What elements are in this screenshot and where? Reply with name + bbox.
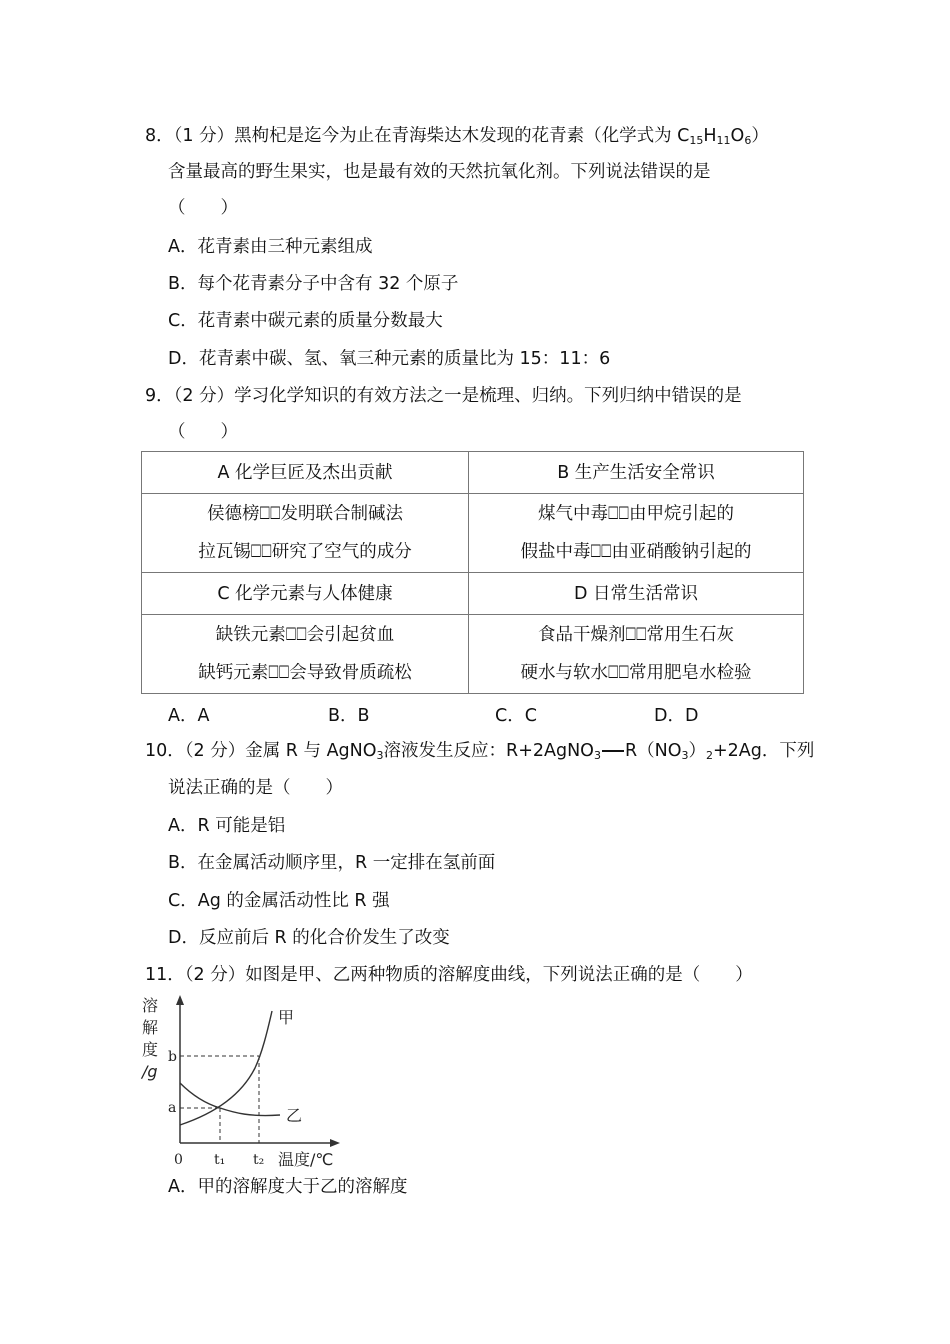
q11-score: （2 分）: [184, 965, 246, 985]
formula-sub: 3: [593, 749, 601, 762]
q8-stem-line1: [145, 124, 769, 148]
formula-sub: 3: [376, 749, 384, 762]
y-label-char: 度: [142, 1040, 159, 1059]
q8-answer-blank: （ ）: [168, 198, 238, 218]
q11-text: 如图是甲、乙两种物质的溶解度曲线，下列说法正确的是（ ）: [245, 965, 753, 985]
q8-text: ）: [751, 126, 769, 146]
q8-option-c[interactable]: C．花青素中碳元素的质量分数最大: [168, 311, 443, 331]
q8-text: H: [703, 126, 717, 146]
table-line: 假盐中毒⎕⎕由亚硝酸钠引起的: [520, 542, 752, 562]
x-axis-arrow: [330, 1139, 340, 1147]
q11-stem-line1: [145, 963, 753, 987]
formula-sub: 11: [716, 134, 731, 147]
q8-stem-line2: 含量最高的野生果实，也是最有效的天然抗氧化剂。下列说法错误的是: [168, 162, 711, 182]
solubility-curve-graph: [140, 993, 350, 1171]
q10-option-c[interactable]: C．Ag 的金属活动性比 R 强: [168, 891, 390, 911]
q9-choice-c[interactable]: C．C: [495, 706, 537, 726]
q9-choice-b[interactable]: B．B: [328, 706, 370, 726]
q9-knowledge-table: [141, 451, 804, 694]
reaction-equals-sign: [602, 750, 624, 752]
q11-option-a[interactable]: A．甲的溶解度大于乙的溶解度: [168, 1177, 408, 1197]
table-cell-b: [469, 494, 804, 573]
q10-text: R（NO: [624, 741, 682, 761]
table-line: 食品干燥剂⎕⎕常用生石灰: [538, 625, 734, 645]
q10-number: 10．: [145, 741, 185, 761]
t2-label: t₂: [253, 1152, 265, 1168]
formula-sub: 2: [705, 749, 713, 762]
table-head-a: A 化学巨匠及杰出贡献: [142, 452, 469, 494]
curve-jia: [180, 1011, 272, 1125]
origin-label: 0: [174, 1152, 183, 1168]
q9-choice-d[interactable]: D．D: [654, 706, 699, 726]
table-line: 缺铁元素⎕⎕会引起贫血: [215, 625, 395, 645]
y-label-char: 解: [142, 1018, 159, 1037]
curve-jia-label: 甲: [278, 1008, 295, 1027]
q8-score: （1 分）: [173, 126, 235, 146]
table-cell-c: [142, 615, 469, 694]
q9-number: 9．: [145, 386, 174, 406]
q10-text: +2Ag．下列: [712, 741, 815, 761]
q10-option-d[interactable]: D．反应前后 R 的化合价发生了改变: [168, 928, 450, 948]
q9-choice-a[interactable]: A．A: [168, 706, 210, 726]
q11-number: 11．: [145, 965, 185, 985]
value-b-label: b: [168, 1049, 177, 1065]
q9-answer-blank: （ ）: [168, 422, 238, 442]
value-a-label: a: [168, 1100, 177, 1116]
q10-stem-line2: 说法正确的是（ ）: [168, 778, 343, 798]
q9-text: 学习化学知识的有效方法之一是梳理、归纳。下列归纳中错误的是: [234, 386, 742, 406]
q10-score: （2 分）: [184, 741, 246, 761]
curve-yi-label: 乙: [286, 1106, 303, 1125]
q8-number: 8．: [145, 126, 174, 146]
q10-option-b[interactable]: B．在金属活动顺序里，R 一定排在氢前面: [168, 853, 496, 873]
table-line: 侯德榜⎕⎕发明联合制碱法: [207, 504, 403, 524]
table-line: 拉瓦锡⎕⎕研究了空气的成分: [198, 542, 412, 562]
table-cell-a: [142, 494, 469, 573]
formula-sub: 3: [681, 749, 689, 762]
q10-text: 金属 R 与 AgNO: [245, 741, 377, 761]
x-axis-label: 温度/℃: [278, 1150, 334, 1169]
formula-sub: 15: [689, 134, 704, 147]
table-line: 缺钙元素⎕⎕会导致骨质疏松: [198, 663, 412, 683]
q10-text: ）: [688, 741, 706, 761]
q10-text: 溶液发生反应：R+2AgNO: [383, 741, 594, 761]
q8-option-a[interactable]: A．花青素由三种元素组成: [168, 237, 373, 257]
formula-sub: 6: [744, 134, 752, 147]
q8-text: 黑枸杞是迄今为止在青海柴达木发现的花青素（化学式为 C: [234, 126, 690, 146]
q10-stem-line1: [145, 739, 814, 763]
q8-option-d[interactable]: D．花青素中碳、氢、氧三种元素的质量比为 15：11：6: [168, 349, 611, 369]
y-axis-arrow: [176, 995, 184, 1005]
table-head-d: D 日常生活常识: [469, 573, 804, 615]
q9-stem-line1: [145, 384, 742, 408]
q10-option-a[interactable]: A．R 可能是铝: [168, 816, 286, 836]
y-label-unit: /g: [142, 1062, 158, 1081]
table-line: 煤气中毒⎕⎕由甲烷引起的: [538, 504, 734, 524]
q8-option-b[interactable]: B．每个花青素分子中含有 32 个原子: [168, 274, 459, 294]
table-head-b: B 生产生活安全常识: [469, 452, 804, 494]
q9-score: （2 分）: [173, 386, 235, 406]
table-head-c: C 化学元素与人体健康: [142, 573, 469, 615]
t1-label: t₁: [214, 1152, 226, 1168]
table-cell-d: [469, 615, 804, 694]
q8-text: O: [730, 126, 745, 146]
table-line: 硬水与软水⎕⎕常用肥皂水检验: [520, 663, 752, 683]
y-label-char: 溶: [142, 996, 159, 1015]
